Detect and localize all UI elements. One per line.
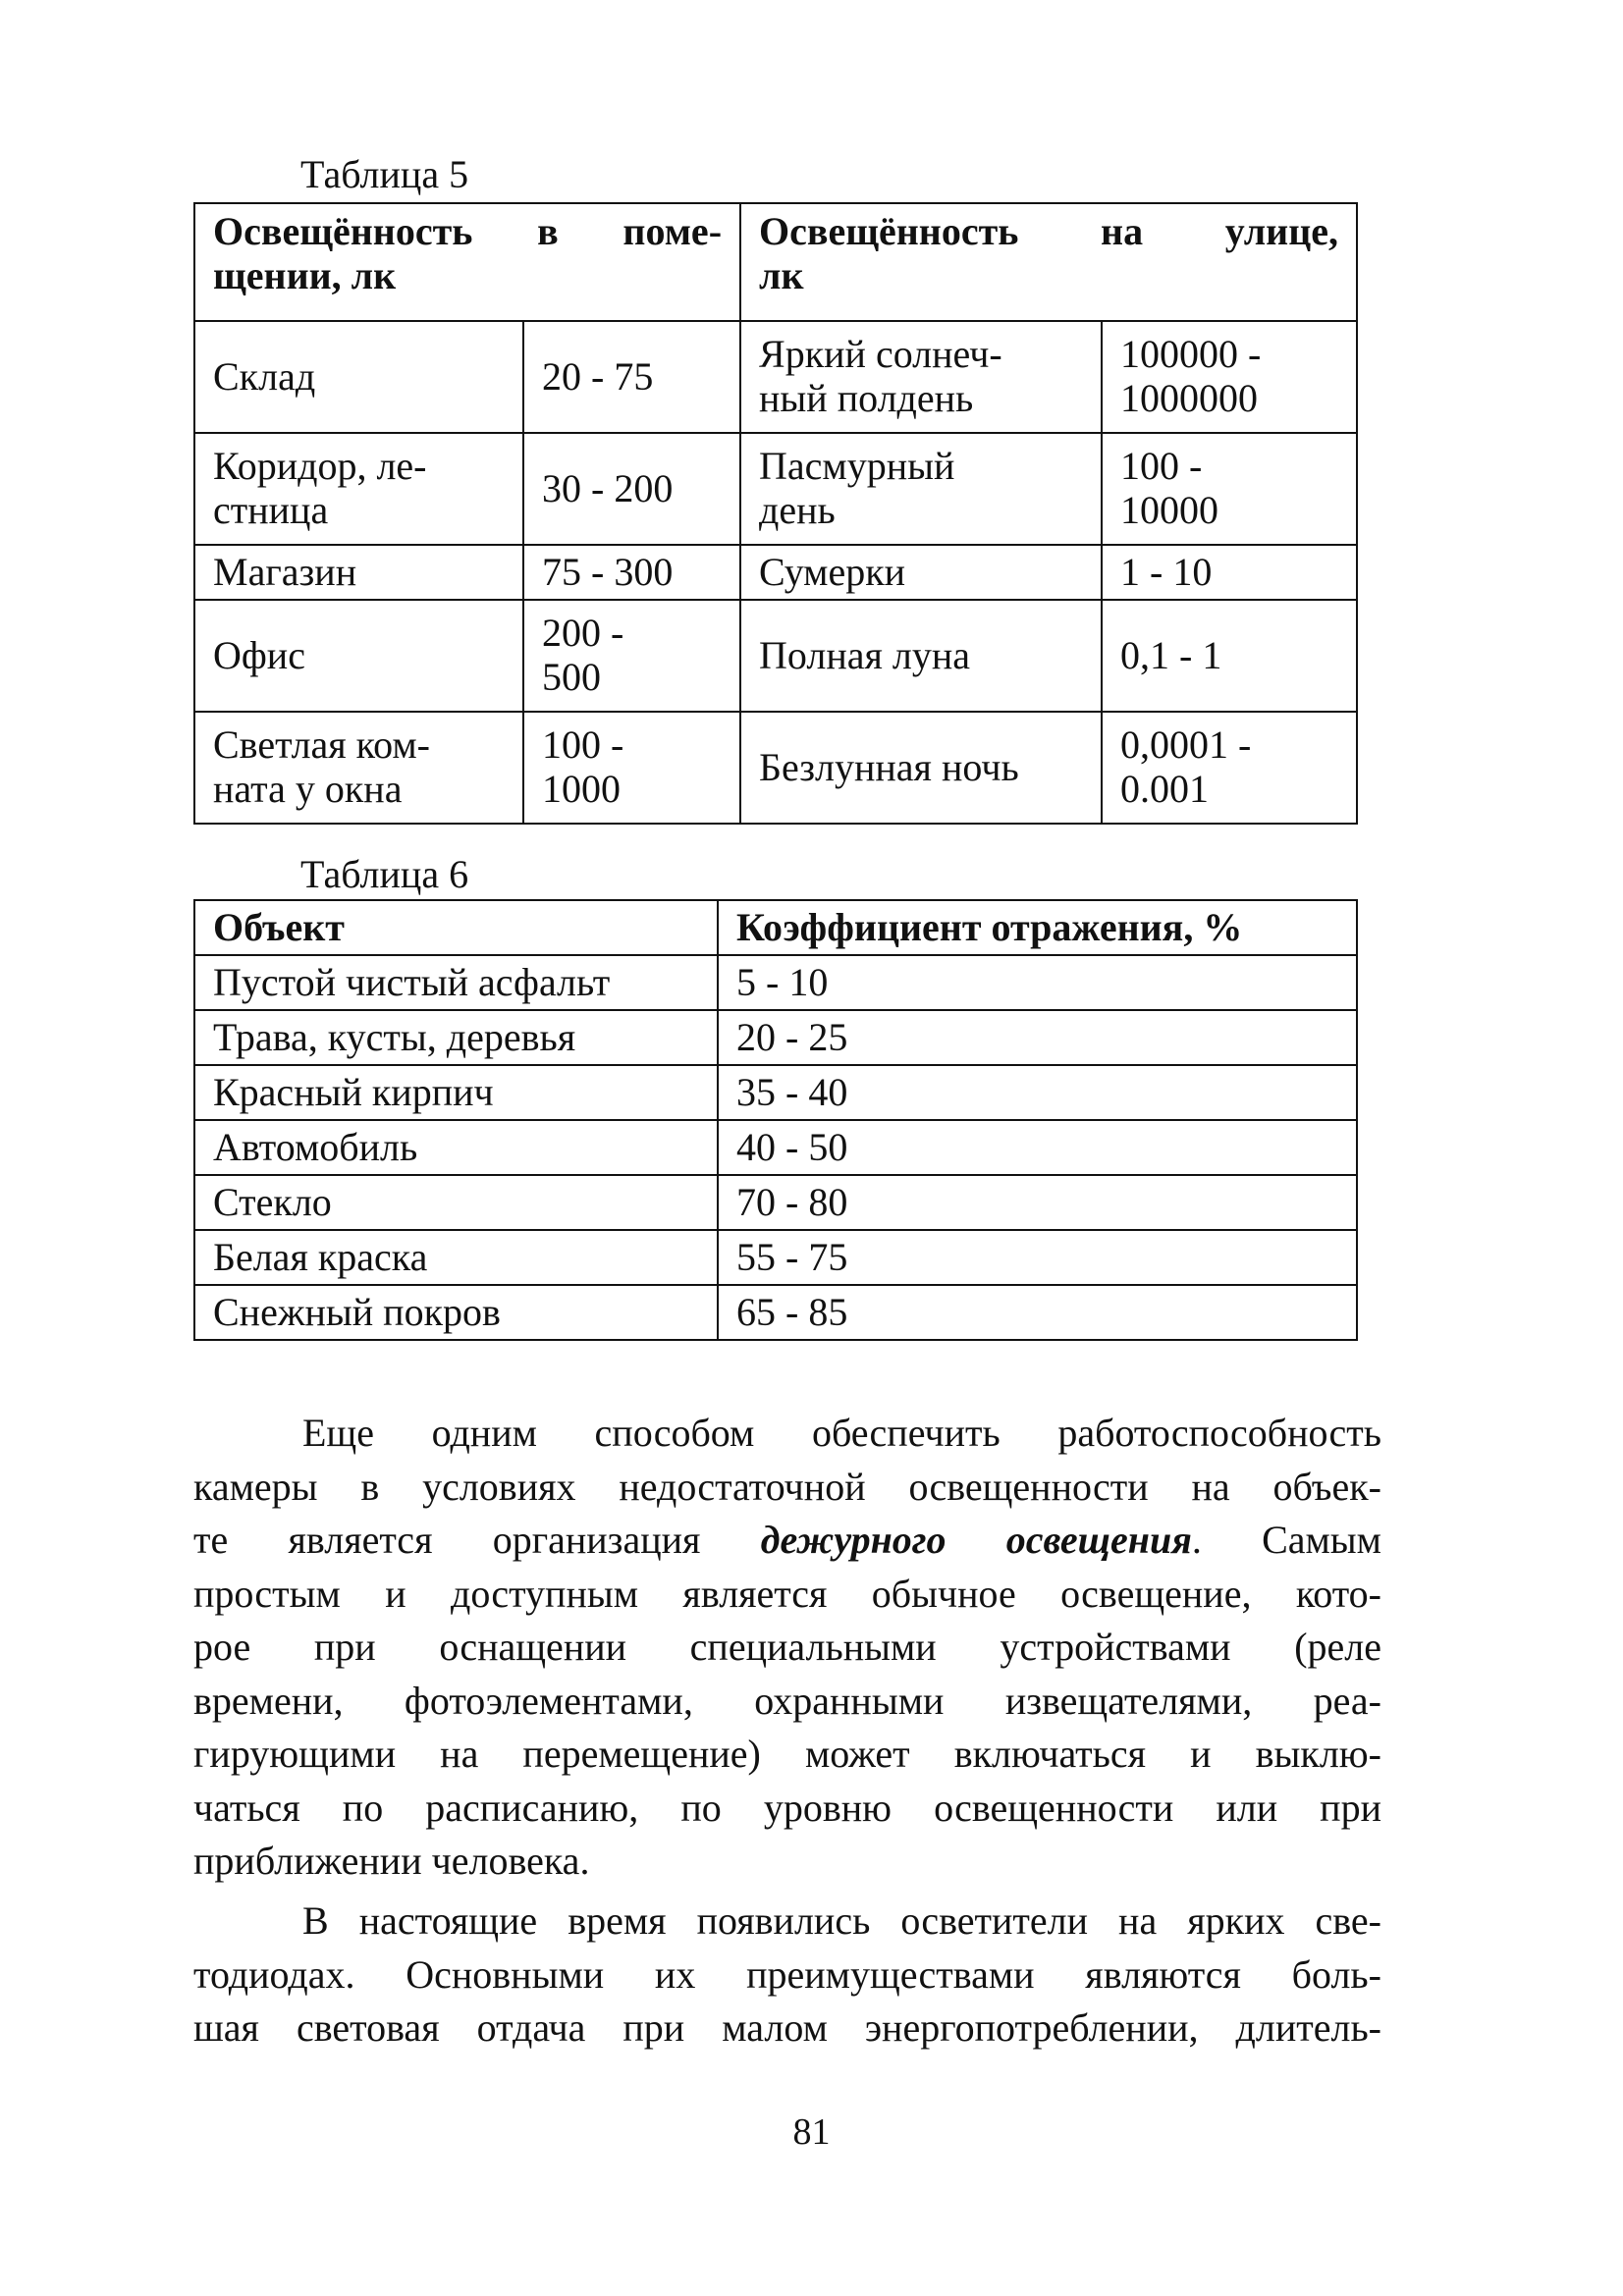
table-row [194, 1010, 1357, 1065]
indoor-place-cell: Склад [194, 321, 523, 433]
object-cell: Стекло [194, 1175, 718, 1230]
object-cell: Трава, кусты, деревья [194, 1010, 718, 1065]
table5-caption: Таблица 5 [300, 152, 469, 196]
object-cell: Пустой чистый асфальт [194, 955, 718, 1010]
table-header-row [194, 203, 1357, 321]
paragraph-line: шая световая отдача при малом энергопотреблении, длитель- [193, 2005, 1381, 2050]
header-outdoor-illuminance: Освещённость на улице, лк [740, 203, 1357, 321]
reflectance-cell: 20 - 25 [718, 1010, 1357, 1065]
reflectance-cell: 40 - 50 [718, 1120, 1357, 1175]
table-row [194, 433, 1357, 545]
paragraph-line: Еще одним способом обеспечить работоспособность [302, 1411, 1381, 1455]
table-row [194, 545, 1357, 600]
illuminance-table [193, 202, 1358, 825]
reflectance-table [193, 899, 1358, 1341]
outdoor-lux-cell: 100000 - 1000000 [1102, 321, 1357, 433]
paragraph-line: рое при оснащении специальными устройствами (реле [193, 1625, 1381, 1669]
table-row [194, 955, 1357, 1010]
outdoor-condition-cell: Яркий солнеч- ный полдень [740, 321, 1102, 433]
body-paragraph-led-lighting [193, 1895, 1381, 2056]
indoor-place-cell: Офис [194, 600, 523, 712]
reflectance-cell: 35 - 40 [718, 1065, 1357, 1120]
indoor-lux-cell: 75 - 300 [523, 545, 740, 600]
table-header-row [194, 900, 1357, 955]
object-cell: Белая краска [194, 1230, 718, 1285]
table-row [194, 1285, 1357, 1340]
paragraph-line: гирующими на перемещение) может включаться и выклю- [193, 1732, 1381, 1776]
outdoor-lux-cell: 1 - 10 [1102, 545, 1357, 600]
outdoor-condition-cell: Пасмурный день [740, 433, 1102, 545]
paragraph-line: простым и доступным является обычное освещение, кото- [193, 1571, 1381, 1616]
paragraph-line: те является организация дежурного освещения. Самым [193, 1518, 1381, 1562]
indoor-lux-cell: 100 - 1000 [523, 712, 740, 824]
outdoor-lux-cell: 100 - 10000 [1102, 433, 1357, 545]
paragraph-line: приближении человека. [193, 1839, 590, 1883]
reflectance-cell: 65 - 85 [718, 1285, 1357, 1340]
indoor-lux-cell: 20 - 75 [523, 321, 740, 433]
table-row [194, 1120, 1357, 1175]
paragraph-line: тодиодах. Основными их преимуществами являются боль- [193, 1951, 1381, 1997]
object-cell: Красный кирпич [194, 1065, 718, 1120]
header-reflectance: Коэффициент отражения, % [718, 900, 1357, 955]
table-row [194, 1065, 1357, 1120]
paragraph-line: В настоящие время появились осветители на ярких све- [302, 1898, 1381, 1943]
indoor-place-cell: Коридор, ле- стница [194, 433, 523, 545]
table-row [194, 321, 1357, 433]
outdoor-lux-cell: 0,0001 - 0.001 [1102, 712, 1357, 824]
indoor-lux-cell: 200 - 500 [523, 600, 740, 712]
indoor-lux-cell: 30 - 200 [523, 433, 740, 545]
reflectance-cell: 55 - 75 [718, 1230, 1357, 1285]
table-row [194, 600, 1357, 712]
paragraph-line: камеры в условиях недостаточной освещенности на объек- [193, 1464, 1381, 1509]
header-object: Объект [194, 900, 718, 955]
table-row [194, 712, 1357, 824]
paragraph-line: времени, фотоэлементами, охранными извещателями, реа- [193, 1678, 1381, 1723]
outdoor-condition-cell: Сумерки [740, 545, 1102, 600]
indoor-place-cell: Магазин [194, 545, 523, 600]
outdoor-condition-cell: Полная луна [740, 600, 1102, 712]
table-row [194, 1175, 1357, 1230]
object-cell: Снежный покров [194, 1285, 718, 1340]
outdoor-lux-cell: 0,1 - 1 [1102, 600, 1357, 712]
outdoor-condition-cell: Безлунная ночь [740, 712, 1102, 824]
page-number: 81 [792, 2111, 831, 2153]
paragraph-line: чаться по расписанию, по уровню освещенности или при [193, 1785, 1381, 1830]
reflectance-cell: 70 - 80 [718, 1175, 1357, 1230]
body-paragraph-duty-lighting [193, 1407, 1381, 1889]
table-row [194, 1230, 1357, 1285]
header-indoor-illuminance: Освещённость в поме- щении, лк [194, 203, 740, 321]
indoor-place-cell: Светлая ком- ната у окна [194, 712, 523, 824]
reflectance-cell: 5 - 10 [718, 955, 1357, 1010]
emphasized-term: дежурного освещения [760, 1518, 1192, 1562]
table6-caption: Таблица 6 [300, 852, 469, 896]
object-cell: Автомобиль [194, 1120, 718, 1175]
